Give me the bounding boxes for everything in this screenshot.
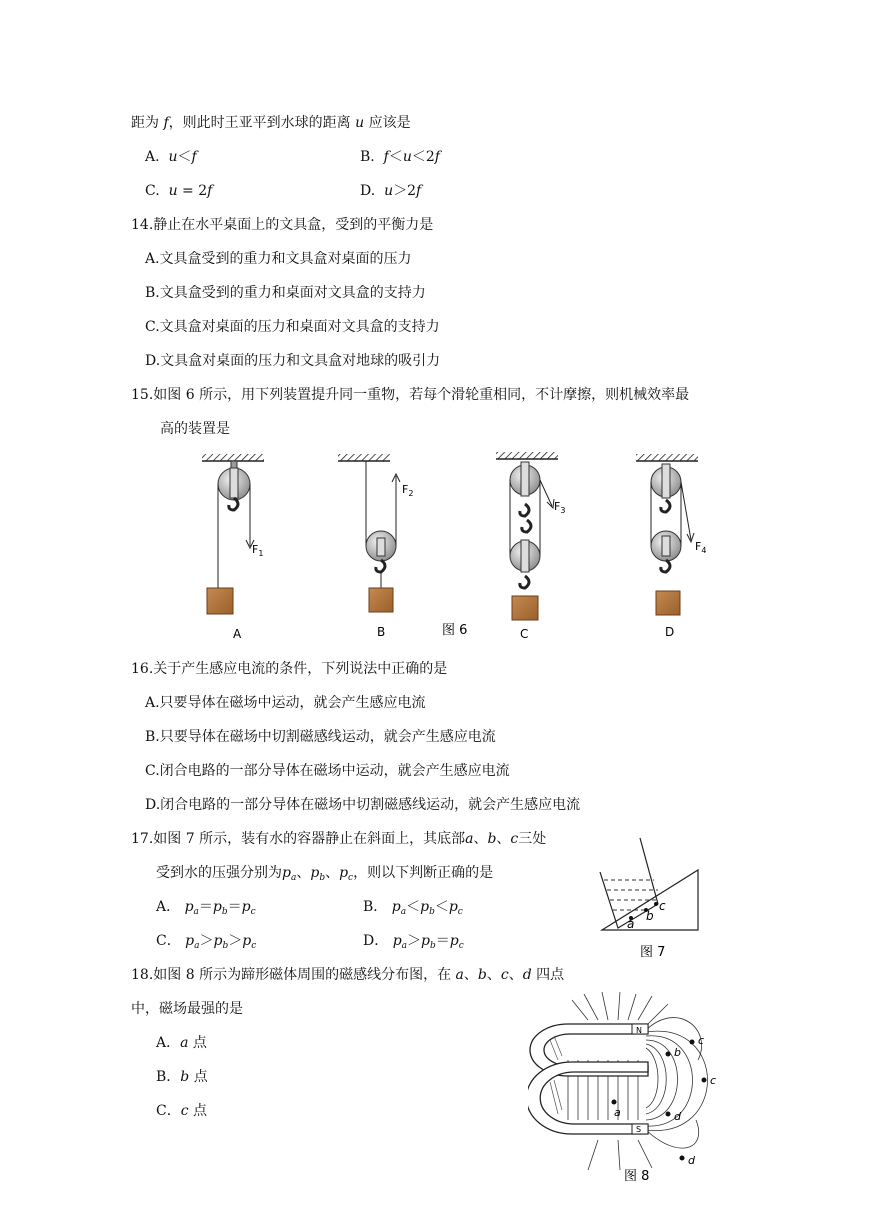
q17-option-a: A． $p_a=p_b=p_c$ [156, 899, 256, 917]
q16-option-a: A.只要导体在磁场中运动，就会产生感应电流 [145, 695, 426, 711]
q16-option-b: B.只要导体在磁场中切割磁感线运动，就会产生感应电流 [145, 729, 496, 745]
q17-stem-line2: 受到水的压强分别为$p_a$、$p_b$、$p_c$，则以下判断正确的是 [156, 865, 494, 883]
pulley-setup-b [338, 454, 400, 612]
point-a-label: a [614, 1106, 621, 1119]
q17-option-d: D． $p_a>p_b=p_c$ [363, 933, 464, 951]
point-c-label: c [698, 1034, 705, 1047]
horseshoe-magnet-figure-8 [528, 990, 738, 1190]
q13-stem-tail: 距为 f，则此时王亚平到水球的距离 u 应该是 [131, 115, 411, 131]
point-a-label: a [627, 917, 635, 931]
point-b-label: b [646, 909, 654, 923]
q15-stem-line1: 15.如图 6 所示，用下列装置提升同一重物，若每个滑轮重相同，不计摩擦，则机械效率最 [131, 387, 690, 403]
pulley-figure-6 [190, 448, 720, 648]
q18-option-b: B．b 点 [156, 1069, 208, 1085]
q16-option-c: C.闭合电路的一部分导体在磁场中运动，就会产生感应电流 [145, 763, 510, 779]
q16-option-d: D.闭合电路的一部分导体在磁场中切割磁感线运动，就会产生感应电流 [145, 797, 581, 813]
setup-label-b: B [377, 625, 386, 639]
q13-option-d: D. u＞2f [360, 183, 422, 199]
q14-option-d: D.文具盒对桌面的压力和文具盒对地球的吸引力 [145, 353, 441, 369]
setup-label-a: A [233, 627, 242, 641]
force-label-f3: $F_3$ [554, 500, 566, 515]
force-label-f4: $F_4$ [695, 540, 707, 555]
south-pole-label: S [636, 1125, 642, 1134]
point-c-label: c [659, 899, 666, 913]
pulley-setup-a [202, 454, 264, 614]
q13-option-a: A. u＜f [145, 149, 197, 165]
point-d-label: d [674, 1110, 681, 1123]
q18-stem-line1: 18.如图 8 所示为蹄形磁体周围的磁感线分布图，在 a、b、c、d 四点 [131, 967, 565, 983]
force-label-f2: $F_2$ [402, 483, 414, 498]
q17-option-b: B． $p_a<p_b<p_c$ [363, 899, 463, 917]
q18-option-c: C．c 点 [156, 1103, 208, 1119]
q13-option-c: C. u = 2f [145, 183, 213, 199]
north-pole-label: N [636, 1026, 642, 1035]
q14-option-a: A.文具盒受到的重力和文具盒对桌面的压力 [145, 251, 412, 267]
figure-6-caption: 图 6 [442, 623, 468, 638]
point-c-label-2: c [710, 1074, 717, 1087]
q17-stem-line1: 17.如图 7 所示，装有水的容器静止在斜面上，其底部a、b、c三处 [131, 831, 547, 847]
q16-stem: 16.关于产生感应电流的条件，下列说法中正确的是 [131, 661, 448, 677]
q14-option-c: C.文具盒对桌面的压力和桌面对文具盒的支持力 [145, 319, 440, 335]
setup-label-d: D [665, 625, 675, 639]
q18-stem-line2: 中，磁场最强的是 [131, 1001, 243, 1017]
figure-7-caption: 图 7 [640, 945, 666, 960]
q14-stem: 14.静止在水平桌面上的文具盒，受到的平衡力是 [131, 217, 434, 233]
q13-option-b: B. f＜u＜2f [360, 149, 440, 165]
setup-label-c: C [520, 627, 529, 641]
pulley-setup-c [496, 452, 558, 620]
q18-option-a: A．a 点 [156, 1035, 207, 1051]
figure-8-caption: 图 8 [624, 1169, 650, 1184]
q15-stem-line2: 高的装置是 [160, 421, 230, 437]
incline-container-figure-7 [596, 832, 706, 962]
force-label-f1: $F_1$ [252, 543, 264, 558]
pulley-setup-d [636, 454, 698, 615]
point-b-label: b [674, 1046, 681, 1059]
q14-option-b: B.文具盒受到的重力和桌面对文具盒的支持力 [145, 285, 426, 301]
q17-option-c: C． $p_a>p_b>p_c$ [156, 933, 257, 951]
point-d-label-2: d [688, 1154, 695, 1167]
